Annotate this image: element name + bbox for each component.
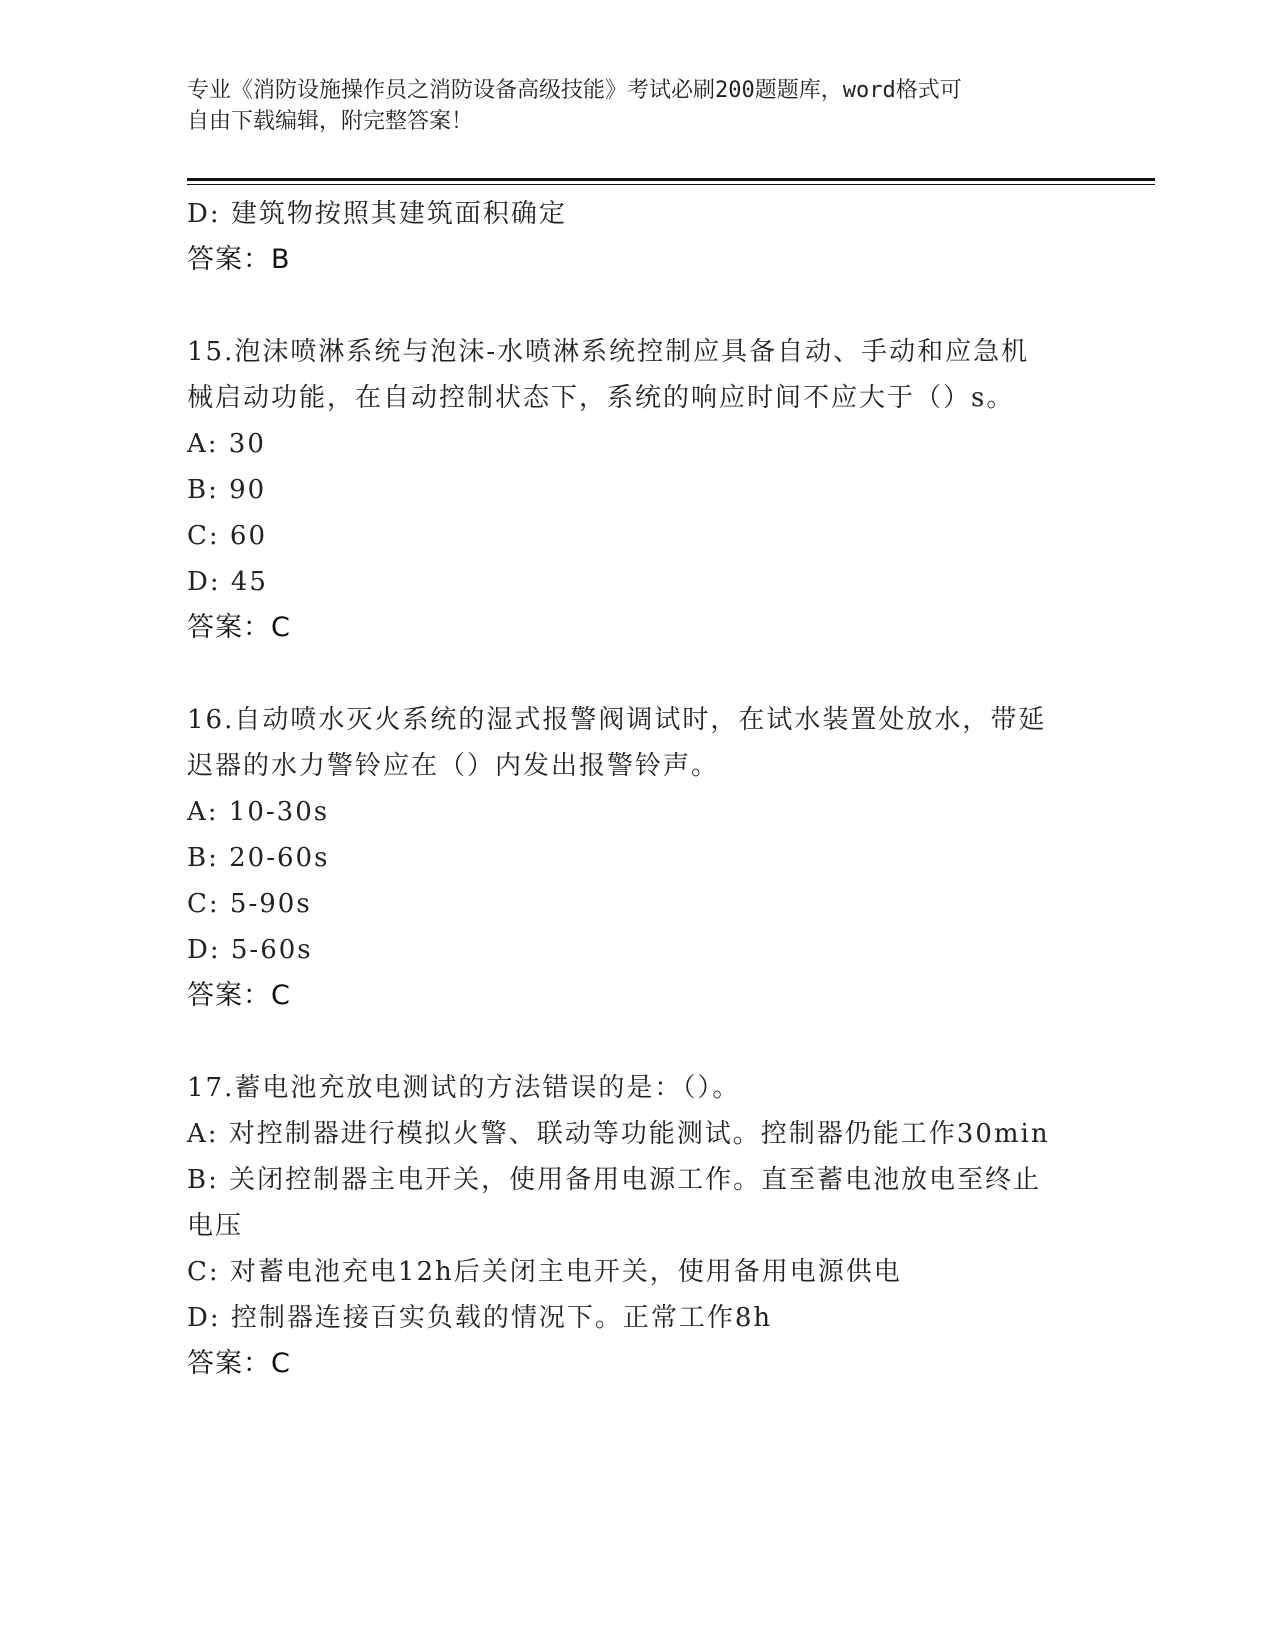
spacer bbox=[187, 283, 1087, 329]
question-stem-line: 械启动功能，在自动控制状态下，系统的响应时间不应大于（）s。 bbox=[187, 383, 1015, 413]
option-a: A: 对控制器进行模拟火警、联动等功能测试。控制器仍能工作30min bbox=[187, 1119, 1050, 1149]
option-d: D: 5-60s bbox=[187, 935, 313, 965]
question-stem-line: 15.泡沫喷淋系统与泡沫-水喷淋系统控制应具备自动、手动和应急机 bbox=[187, 337, 1030, 367]
option-b: B: 90 bbox=[187, 475, 267, 505]
question-list bbox=[187, 191, 1087, 1387]
question-stem-line: 17.蓄电池充放电测试的方法错误的是：（）。 bbox=[187, 1073, 741, 1103]
question-15 bbox=[187, 329, 1087, 651]
option-c: C: 60 bbox=[187, 521, 268, 551]
answer-line: 答案：C bbox=[187, 1348, 291, 1379]
answer-line: 答案：C bbox=[187, 980, 291, 1011]
option-c: C: 5-90s bbox=[187, 889, 312, 919]
question-stem-line: 迟器的水力警铃应在（）内发出报警铃声。 bbox=[187, 751, 720, 781]
option-b: B: 20-60s bbox=[187, 843, 330, 873]
option-a: A: 10-30s bbox=[187, 797, 330, 827]
answer-line: 答案：C bbox=[187, 612, 291, 643]
option-d: D: 建筑物按照其建筑面积确定 bbox=[187, 199, 567, 229]
previous-question-tail bbox=[187, 191, 1087, 283]
header-line-1: 专业《消防设施操作员之消防设备高级技能》考试必刷200题题库，word格式可 bbox=[187, 78, 962, 103]
option-a: A: 30 bbox=[187, 429, 266, 459]
spacer bbox=[187, 1019, 1087, 1065]
header-divider-thin bbox=[187, 184, 1155, 185]
spacer bbox=[187, 651, 1087, 697]
option-b: B: 关闭控制器主电开关，使用备用电源工作。直至蓄电池放电至终止 bbox=[187, 1165, 1042, 1195]
option-d: D: 45 bbox=[187, 567, 268, 597]
question-stem-line: 16.自动喷水灭火系统的湿式报警阀调试时，在试水装置处放水，带延 bbox=[187, 705, 1047, 735]
option-b-continuation: 电压 bbox=[187, 1211, 244, 1241]
question-17 bbox=[187, 1065, 1087, 1387]
document-header bbox=[187, 75, 1067, 137]
header-divider-thick bbox=[187, 178, 1155, 181]
answer-line: 答案：B bbox=[187, 244, 291, 275]
option-d: D: 控制器连接百实负载的情况下。正常工作8h bbox=[187, 1303, 773, 1333]
option-c: C: 对蓄电池充电12h后关闭主电开关，使用备用电源供电 bbox=[187, 1257, 902, 1287]
question-16 bbox=[187, 697, 1087, 1019]
header-line-2: 自由下载编辑，附完整答案！ bbox=[187, 109, 474, 134]
